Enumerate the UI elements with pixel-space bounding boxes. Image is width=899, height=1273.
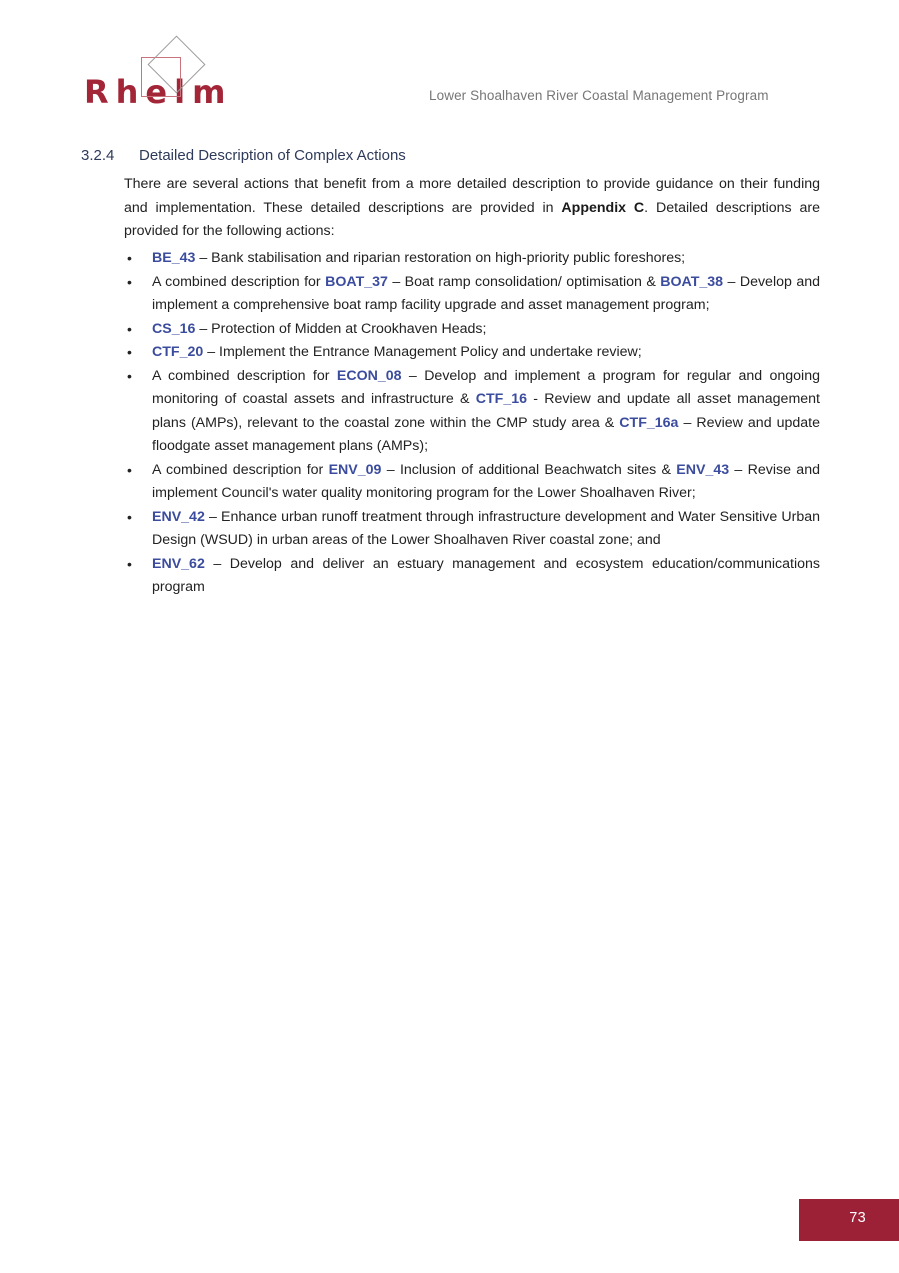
action-code: CTF_16a — [619, 414, 679, 431]
page-number: 73 — [849, 1210, 866, 1226]
section-heading — [81, 147, 406, 164]
appendix-reference: Appendix C — [561, 199, 645, 216]
bullet-env-62 — [124, 553, 820, 600]
complex-actions-list — [124, 247, 820, 600]
action-description: – Enhance urban runoff treatment through infrastructure development and Water Sensitive Urban Design (WSUD) in urban areas of the Lower Shoalhaven River coastal zone; and — [152, 508, 820, 548]
action-code: ENV_09 — [328, 461, 382, 478]
action-description: – Inclusion of additional Beachwatch sites & — [381, 461, 677, 478]
action-description: A combined description for — [152, 461, 329, 478]
bullet-env-42 — [124, 506, 820, 553]
action-code: CTF_16 — [475, 391, 527, 407]
intro-paragraph — [124, 173, 820, 244]
action-code: CS_16 — [152, 320, 196, 337]
bullet-ctf-20 — [124, 341, 820, 365]
page-number-box — [799, 1199, 899, 1241]
bullet-be-43 — [124, 247, 820, 271]
action-code: BOAT_38 — [660, 273, 724, 290]
action-code: CTF_20 — [152, 344, 204, 360]
action-description: – Revise and implement Council's water quality monitoring program for the Lower Shoalhaven River; — [152, 461, 820, 501]
intro-text-part-1: There are several actions that benefit from a more detailed description to provide guidance on their funding and implementation. These detailed descriptions are provided in — [124, 176, 820, 216]
action-description: – Boat ramp consolidation/ optimisation & — [387, 273, 661, 290]
action-description: – Develop and implement a comprehensive boat ramp facility upgrade and asset management program; — [152, 273, 820, 313]
action-description: – Implement the Entrance Management Policy and undertake review; — [203, 344, 642, 360]
bullet-boat-37-38 — [124, 271, 820, 318]
action-description: – Bank stabilisation and riparian restoration on high-priority public foreshores; — [195, 250, 686, 266]
section-number: 3.2.4 — [81, 147, 115, 164]
logo-wordmark: Rhelm — [84, 73, 233, 111]
action-description: - Review and update all asset management plans (AMPs), relevant to the coastal zone within the CMP study area & — [152, 391, 820, 431]
action-description: A combined description for — [152, 367, 337, 384]
intro-text-part-2: . Detailed descriptions are provided for the following actions: — [124, 199, 821, 239]
action-description: – Develop and deliver an estuary management and ecosystem education/communications program — [152, 555, 820, 595]
action-code: BOAT_37 — [325, 273, 388, 290]
action-code: ENV_42 — [152, 508, 205, 525]
document-title: Lower Shoalhaven River Coastal Management Program — [429, 88, 769, 103]
bullet-env-09-env-43 — [124, 459, 820, 506]
action-description: – Develop and implement a program for regular and ongoing monitoring of coastal assets and infrastructure & — [152, 367, 820, 407]
action-code: BE_43 — [152, 250, 196, 266]
action-code: ENV_62 — [152, 555, 205, 572]
action-description: – Review and update floodgate asset management plans (AMPs); — [152, 414, 821, 454]
rhelm-logo — [84, 44, 239, 111]
bullet-econ-08-ctf-16 — [124, 365, 820, 459]
action-code: ENV_43 — [676, 461, 730, 478]
action-description: A combined description for — [152, 273, 326, 290]
bullet-cs-16 — [124, 318, 820, 342]
action-description: – Protection of Midden at Crookhaven Heads; — [195, 320, 487, 337]
page-header — [0, 0, 899, 125]
section-title: Detailed Description of Complex Actions — [139, 147, 406, 164]
action-code: ECON_08 — [336, 367, 402, 384]
